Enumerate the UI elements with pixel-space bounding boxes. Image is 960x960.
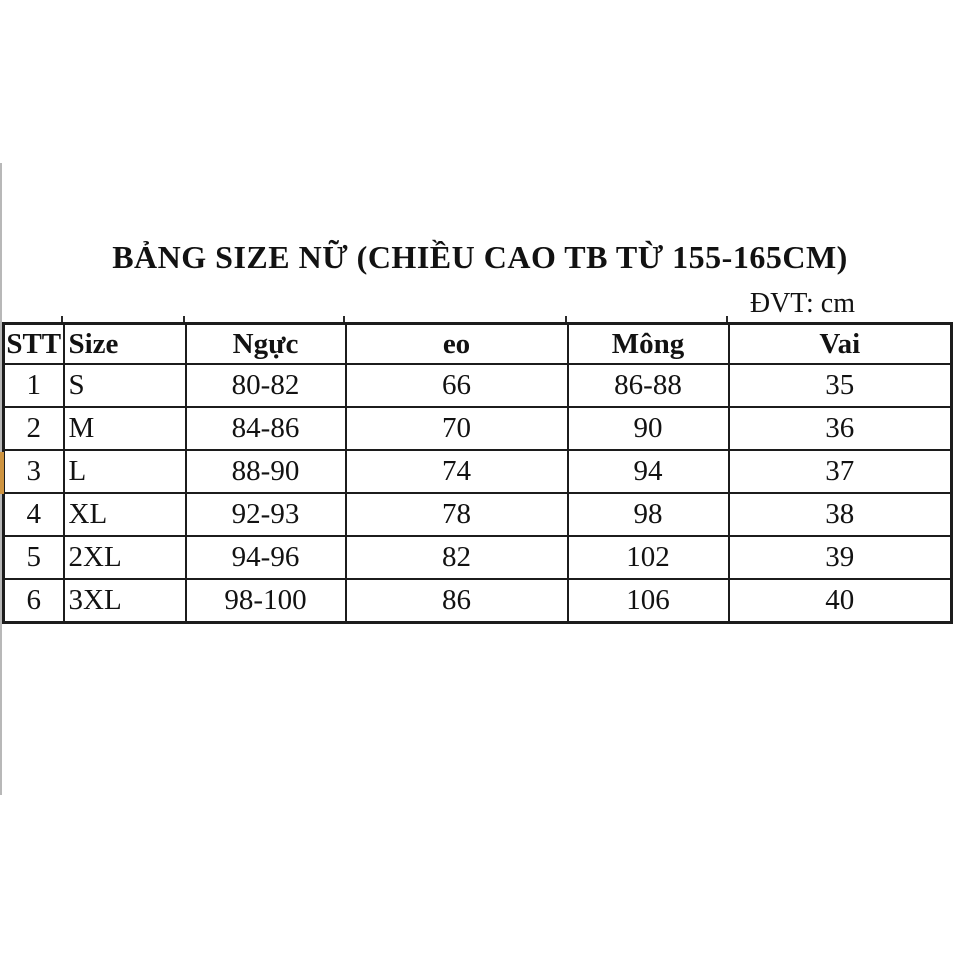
cell-vai: 36: [729, 407, 952, 450]
col-header-mong: Mông: [568, 324, 729, 365]
cell-eo: 70: [346, 407, 568, 450]
cell-stt: 6: [4, 579, 64, 623]
cell-vai: 35: [729, 364, 952, 407]
cell-nguc: 80-82: [186, 364, 346, 407]
table-row: [4, 407, 952, 450]
row3-highlight-stripe: [0, 452, 4, 494]
cell-eo: 78: [346, 493, 568, 536]
cell-eo: 86: [346, 579, 568, 623]
cell-vai: 40: [729, 579, 952, 623]
cell-stt: 2: [4, 407, 64, 450]
cell-nguc: 92-93: [186, 493, 346, 536]
cell-mong: 106: [568, 579, 729, 623]
table-row: [4, 579, 952, 623]
table-row: [4, 536, 952, 579]
cell-nguc: 84-86: [186, 407, 346, 450]
cell-nguc: 88-90: [186, 450, 346, 493]
cell-size: L: [64, 450, 186, 493]
col-header-vai: Vai: [729, 324, 952, 365]
cell-eo: 74: [346, 450, 568, 493]
cell-eo: 66: [346, 364, 568, 407]
cell-vai: 37: [729, 450, 952, 493]
cell-mong: 94: [568, 450, 729, 493]
cell-size: 2XL: [64, 536, 186, 579]
cell-vai: 38: [729, 493, 952, 536]
cell-eo: 82: [346, 536, 568, 579]
cell-mong: 102: [568, 536, 729, 579]
cell-size: XL: [64, 493, 186, 536]
cell-mong: 90: [568, 407, 729, 450]
cell-stt: 4: [4, 493, 64, 536]
cell-size: 3XL: [64, 579, 186, 623]
cell-vai: 39: [729, 536, 952, 579]
size-chart-table: [2, 322, 953, 624]
table-row: [4, 364, 952, 407]
cell-nguc: 94-96: [186, 536, 346, 579]
col-header-size: Size: [64, 324, 186, 365]
cell-stt: 5: [4, 536, 64, 579]
table-header-row: [4, 324, 952, 365]
cell-size: M: [64, 407, 186, 450]
cell-stt: 3: [4, 450, 64, 493]
cell-stt: 1: [4, 364, 64, 407]
cell-mong: 98: [568, 493, 729, 536]
cell-size: S: [64, 364, 186, 407]
table-row: [4, 493, 952, 536]
page-title: BẢNG SIZE NỮ (CHIỀU CAO TB TỪ 155-165CM): [112, 239, 848, 275]
col-header-stt: STT: [4, 324, 64, 365]
cell-mong: 86-88: [568, 364, 729, 407]
table-row: [4, 450, 952, 493]
cell-nguc: 98-100: [186, 579, 346, 623]
col-header-nguc: Ngực: [186, 324, 346, 365]
unit-label: ĐVT: cm: [749, 288, 855, 319]
col-header-eo: eo: [346, 324, 568, 365]
